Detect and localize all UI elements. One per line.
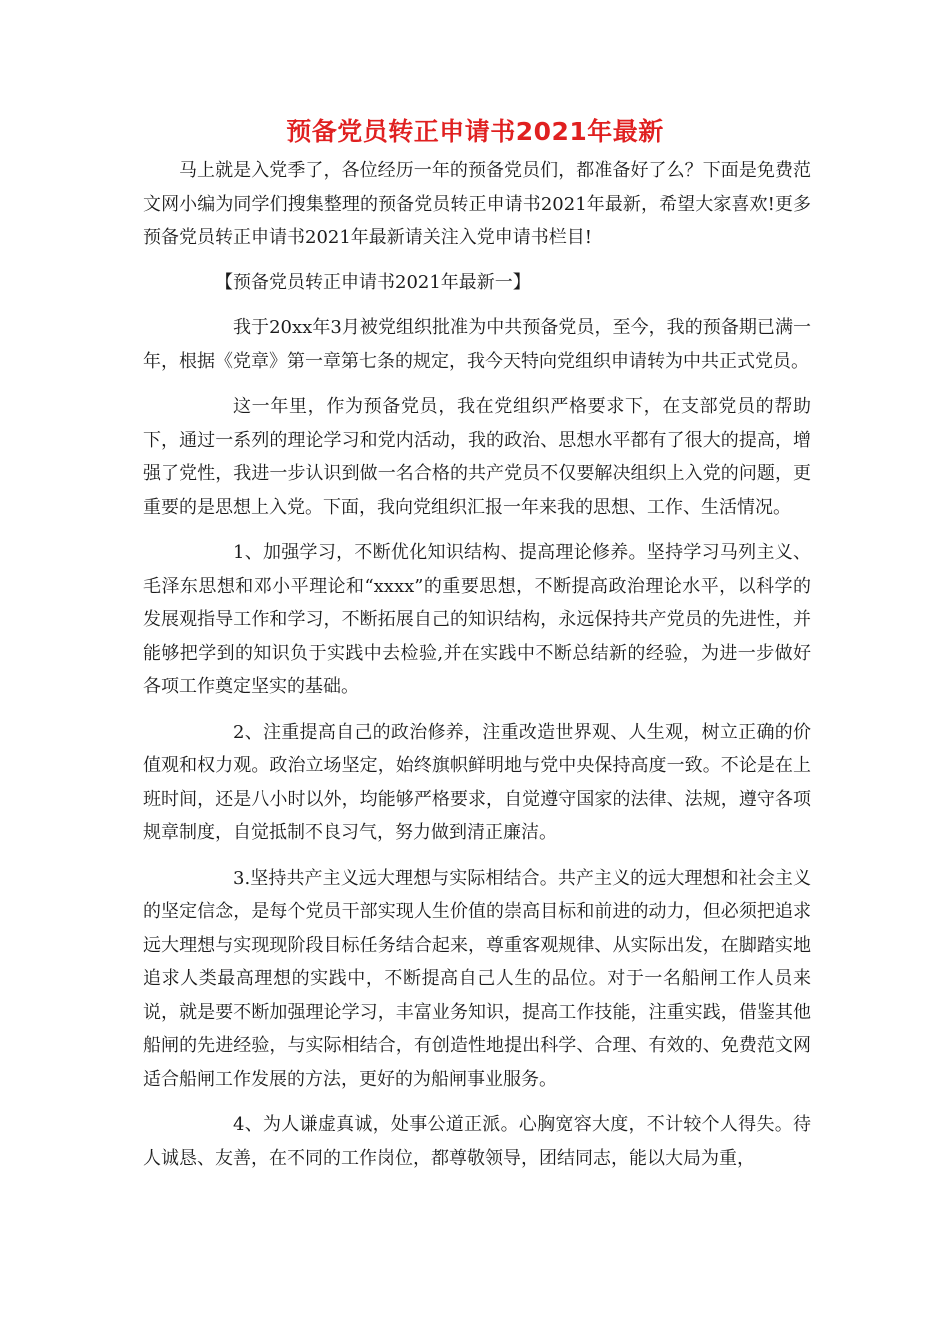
- body-paragraph: 1、加强学习，不断优化知识结构、提高理论修养。坚持学习马列主义、毛泽东思想和邓小平理论和“xxxx”的重要思想，不断提高政治理论水平，以科学的发展观指导工作和学习，不断拓展自己的知识结构，永远保持共产党员的先进性，并能够把学到的知识负于实践中去检验,并在实践中不断总结新的经验，为进一步做好各项工作奠定坚实的基础。: [143, 542, 811, 697]
- body-paragraph: 3.坚持共产主义远大理想与实际相结合。共产主义的远大理想和社会主义的坚定信念，是每个党员干部实现人生价值的崇高目标和前进的动力，但必须把追求远大理想与实现现阶段目标任务结合起来，尊重客观规律、从实际出发，在脚踏实地追求人类最高理想的实践中，不断提高自己人生的品位。对于一名船闸工作人员来说，就是要不断加强理论学习，丰富业务知识，提高工作技能，注重实践，借鉴其他船闸的先进经验，与实际相结合，有创造性地提出科学、合理、有效的、免费范文网适合船闸工作发展的方法，更好的为船闸事业服务。: [143, 867, 811, 1090]
- body-paragraph: 我于20xx年3月被党组织批准为中共预备党员，至今，我的预备期已满一年，根据《党章》第一章第七条的规定，我今天特向党组织申请转为中共正式党员。: [143, 317, 811, 372]
- body-paragraph: 2、注重提高自己的政治修养，注重改造世界观、人生观，树立正确的价值观和权力观。政治立场坚定，始终旗帜鲜明地与党中央保持高度一致。不论是在上班时间，还是八小时以外，均能够严格要求，自觉遵守国家的法律、法规，遵守各项规章制度，自觉抵制不良习气，努力做到清正廉洁。: [143, 721, 811, 843]
- document-title: 预备党员转正申请书2021年最新: [286, 117, 664, 146]
- body-paragraph: 这一年里，作为预备党员，我在党组织严格要求下，在支部党员的帮助下，通过一系列的理论学习和党内活动，我的政治、思想水平都有了很大的提高，增强了党性，我进一步认识到做一名合格的共产党员不仅要解决组织上入党的问题，更重要的是思想上入党。下面，我向党组织汇报一年来我的思想、工作、生活情况。: [143, 396, 811, 518]
- intro-paragraph: 马上就是入党季了，各位经历一年的预备党员们，都准备好了么？下面是免费范文网小编为同学们搜集整理的预备党员转正申请书2021年最新，希望大家喜欢!更多预备党员转正申请书2021年最新请关注入党申请书栏目!: [143, 160, 811, 248]
- document-body: [143, 154, 811, 1187]
- section-heading: 【预备党员转正申请书2021年最新一】: [215, 271, 531, 293]
- body-paragraph: 4、为人谦虚真诚，处事公道正派。心胸宽容大度，不计较个人得失。待人诚恳、友善，在不同的工作岗位，都尊敬领导，团结同志，能以大局为重，: [143, 1114, 811, 1169]
